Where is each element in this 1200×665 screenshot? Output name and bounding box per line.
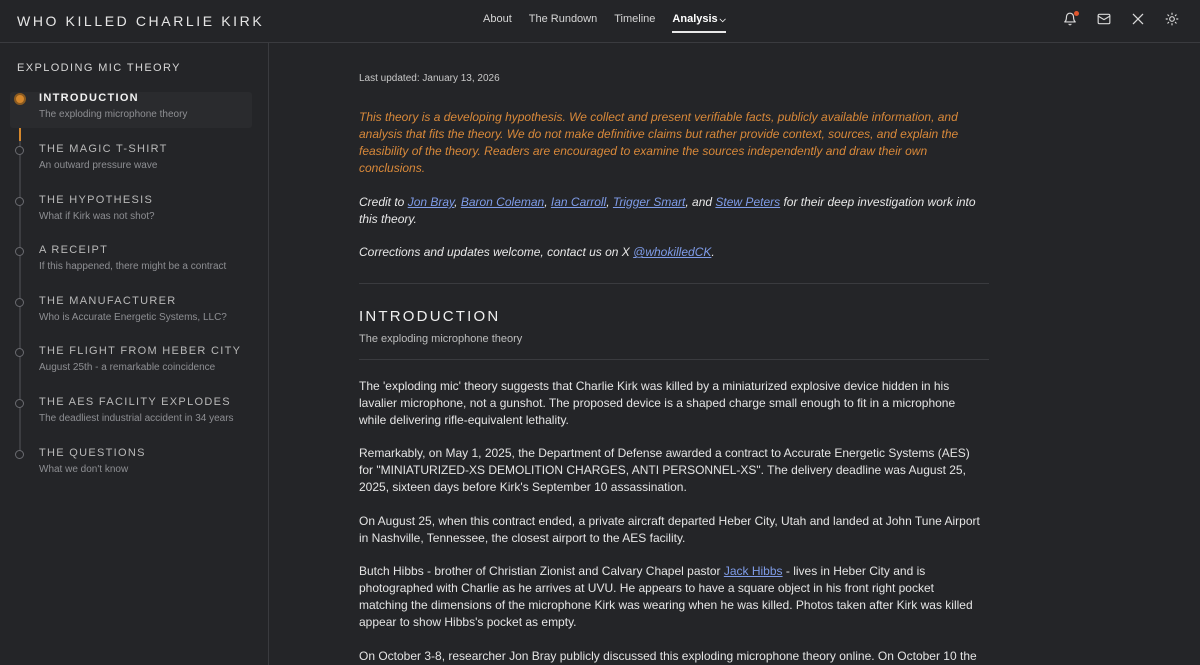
nav-the-rundown[interactable]: The Rundown — [528, 13, 598, 25]
mail-icon — [1097, 12, 1111, 26]
credit-link-baron-coleman[interactable]: Baron Coleman — [460, 195, 545, 209]
toc-item-title: THE HYPOTHESIS — [39, 194, 154, 206]
last-updated: Last updated: January 13, 2026 — [359, 73, 500, 84]
divider — [359, 283, 989, 284]
sun-icon — [1165, 12, 1179, 26]
disclaimer-text: This theory is a developing hypothesis. We collect and present verifiable facts, publicly available information, and analysis that fits the theory. We do not make definitive claims but rather provide context, sources, and explain the feasibility of the theory. Readers are encouraged to examine the sources independently and draw their own conclusions. — [359, 110, 959, 175]
toc-item-title: THE MANUFACTURER — [39, 295, 177, 307]
contact-text — [359, 244, 979, 261]
x-profile-button[interactable] — [1131, 12, 1145, 28]
toc-marker — [15, 450, 24, 459]
notification-dot — [1074, 11, 1079, 16]
toc-item-subtitle: Who is Accurate Energetic Systems, LLC? — [39, 312, 227, 323]
mail-button[interactable] — [1097, 12, 1111, 28]
section-title: INTRODUCTION — [359, 308, 501, 325]
paragraph-text: - lives in Heber City and is photographed with Charlie as he arrives at UVU. He appears to have a square object in his front right pocket matching the dimensions of the microphone Kirk was wearing when he was killed. Photos taken after Kirk was killed appear to show Hibbs's pocket as empty. — [359, 564, 973, 629]
notifications-button[interactable] — [1063, 12, 1077, 28]
toc-item-the-aes-facility-explodes[interactable] — [10, 396, 252, 432]
credits-separator: , — [544, 195, 551, 209]
toc-item-a-receipt[interactable] — [10, 244, 252, 280]
paragraph: The 'exploding mic' theory suggests that Charlie Kirk was killed by a miniaturized explosive device hidden in his lavalier microphone, not a gunshot. The proposed device is a shaped charge small enough to fit in a microphone while delivering rifle-equivalent lethality. — [359, 379, 956, 427]
credits-text — [359, 194, 979, 228]
toc-marker — [15, 247, 24, 256]
credit-link-trigger-smart[interactable]: Trigger Smart — [612, 195, 686, 209]
toc-marker — [15, 348, 24, 357]
toc-item-subtitle: What if Kirk was not shot? — [39, 211, 155, 222]
toc-item-subtitle: August 25th - a remarkable coincidence — [39, 362, 216, 373]
site-title[interactable]: WHO KILLED CHARLIE KIRK — [17, 13, 265, 29]
paragraph: On October 3-8, researcher Jon Bray publicly discussed this exploding microphone theory online. On October 10 the — [359, 649, 977, 663]
toc-item-title: A RECEIPT — [39, 244, 109, 256]
divider — [359, 359, 989, 360]
jack-hibbs-link[interactable]: Jack Hibbs — [723, 564, 783, 578]
x-handle-link[interactable]: @whokilledCK — [633, 245, 712, 259]
toc-marker — [15, 146, 24, 155]
toc-marker — [15, 399, 24, 408]
sidebar-heading: EXPLODING MIC THEORY — [17, 62, 181, 74]
chevron-down-icon: ⌵ — [719, 15, 726, 24]
toc-item-title: INTRODUCTION — [39, 92, 139, 104]
contact-end: . — [711, 245, 715, 259]
toc-item-subtitle: An outward pressure wave — [39, 160, 158, 171]
toc-item-title: THE AES FACILITY EXPLODES — [39, 396, 231, 408]
paragraph: Remarkably, on May 1, 2025, the Department of Defense awarded a contract to Accurate Energetic Systems (AES) for "MINIATURIZED-XS DEMOLITION CHARGES, ANTI PERSONNEL-XS". The delivery deadline was August 25, 2025, sixteen days before Kirk's September 10 assassination. — [359, 446, 970, 494]
nav-about[interactable]: About — [483, 13, 512, 25]
toc-item-title: THE QUESTIONS — [39, 447, 146, 459]
toc-item-introduction[interactable] — [10, 92, 252, 128]
credits-separator: , and — [685, 195, 716, 209]
toc-item-subtitle: The deadliest industrial accident in 34 years — [39, 413, 234, 424]
toc-item-subtitle: What we don't know — [39, 464, 129, 475]
toc-item-the-hypothesis[interactable] — [10, 194, 252, 230]
toc-item-subtitle: The exploding microphone theory — [39, 109, 188, 120]
toc-item-title: THE FLIGHT FROM HEBER CITY — [39, 345, 242, 357]
nav-timeline[interactable]: Timeline — [614, 13, 656, 25]
paragraph: On August 25, when this contract ended, a private aircraft departed Heber City, Utah and landed at John Tune Airport in Nashville, Tennessee, the closest airport to the AES facility. — [359, 514, 980, 545]
toc-item-the-questions[interactable] — [10, 447, 252, 483]
toc-item-subtitle: If this happened, there might be a contract — [39, 261, 227, 272]
toc-item-title: THE MAGIC T-SHIRT — [39, 143, 168, 155]
credits-suffix: for their deep investigation work into this theory. — [359, 195, 976, 226]
toc-marker — [14, 93, 26, 105]
credit-link-stew-peters[interactable]: Stew Peters — [715, 195, 781, 209]
credit-link-jon-bray[interactable]: Jon Bray — [407, 195, 455, 209]
credits-separator: , — [454, 195, 461, 209]
toc-marker — [15, 197, 24, 206]
credits-separator: , — [606, 195, 613, 209]
header-icons — [1043, 12, 1179, 28]
toc-item-the-magic-t-shirt[interactable] — [10, 143, 252, 179]
sidebar-toc — [0, 43, 269, 665]
contact-prefix: Corrections and updates welcome, contact us on X — [359, 245, 634, 259]
toc-marker — [15, 298, 24, 307]
x-logo-icon — [1131, 12, 1145, 26]
paragraph-text: Butch Hibbs - brother of Christian Zionist and Calvary Chapel pastor — [359, 564, 724, 578]
top-bar — [0, 0, 1200, 43]
nav-analysis[interactable] — [672, 13, 725, 33]
main-nav — [483, 13, 743, 33]
paragraph — [359, 563, 984, 631]
toc-item-the-flight-from-heber-city[interactable] — [10, 345, 252, 381]
nav-analysis-label: Analysis — [672, 13, 718, 25]
credit-link-ian-carroll[interactable]: Ian Carroll — [550, 195, 607, 209]
credits-prefix: Credit to — [359, 195, 408, 209]
section-subtitle: The exploding microphone theory — [359, 333, 523, 345]
theme-toggle-button[interactable] — [1165, 12, 1179, 28]
toc-item-the-manufacturer[interactable] — [10, 295, 252, 331]
